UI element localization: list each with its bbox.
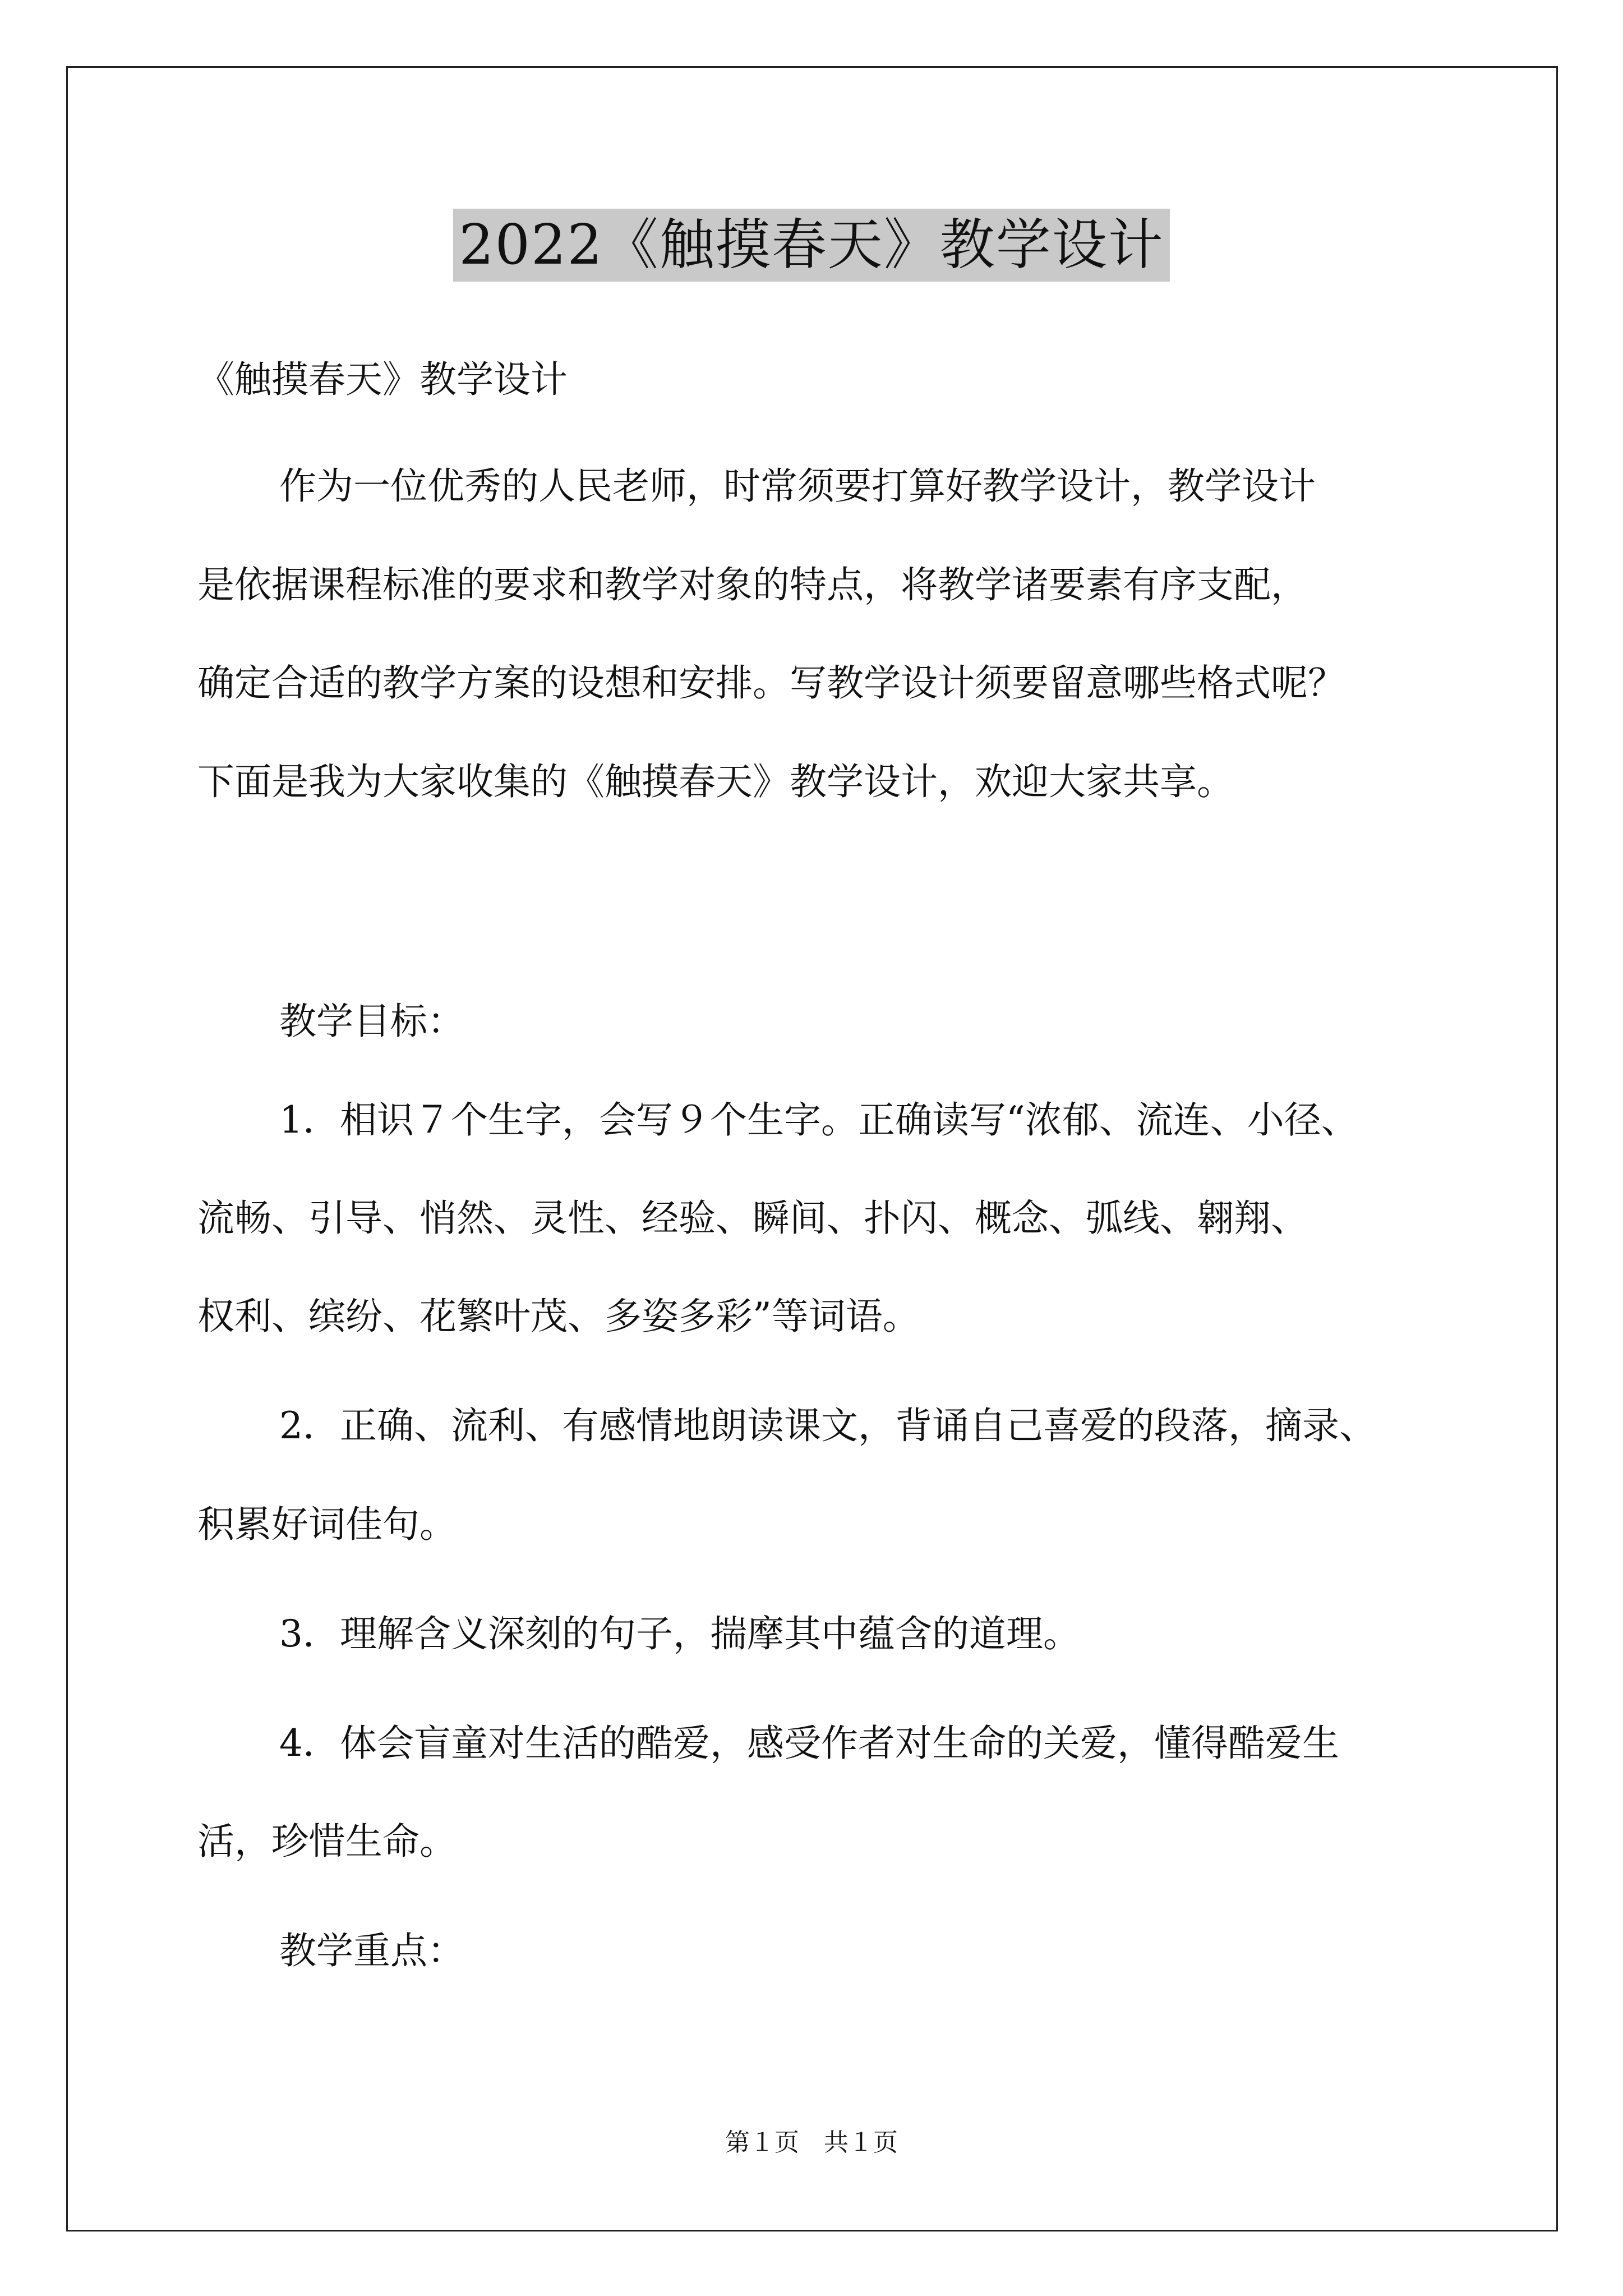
paragraph-line: 流畅、引导、悄然、灵性、经验、瞬间、扑闪、概念、弧线、翱翔、 [197, 1197, 1308, 1240]
paragraph-line: 权利、缤纷、花繁叶茂、多姿多彩”等词语。 [197, 1295, 920, 1338]
paragraph-line: 3．理解含义深刻的句子，揣摩其中蕴含的道理。 [279, 1612, 1080, 1655]
paragraph-line: 是依据课程标准的要求和教学对象的特点，将教学诸要素有序支配， [197, 563, 1308, 606]
paragraph-line: 作为一位优秀的人民老师，时常须要打算好教学设计，教学设计 [279, 464, 1316, 508]
paragraph-line: 积累好词佳句。 [197, 1503, 457, 1546]
section-heading-objectives: 教学目标： [279, 1000, 464, 1043]
paragraph-line: 2．正确、流利、有感情地朗读课文，背诵自己喜爱的段落，摘录、 [279, 1404, 1376, 1447]
title-container [0, 209, 1623, 282]
document-title: 2022《触摸春天》教学设计 [453, 209, 1169, 282]
paragraph-line: 1．相识７个生字，会写９个生字。正确读写“浓郁、流连、小径、 [279, 1098, 1358, 1142]
paragraph-line: 确定合适的教学方案的设想和安排。写教学设计须要留意哪些格式呢？ [197, 661, 1345, 705]
document-subtitle: 《触摸春天》教学设计 [197, 358, 568, 401]
page-footer: 第１页 共１页 [725, 2128, 898, 2157]
section-heading-key-points: 教学重点： [279, 1929, 464, 1972]
paragraph-line: 4．体会盲童对生活的酷爱，感受作者对生命的关爱，懂得酷爱生 [279, 1722, 1339, 1765]
paragraph-line: 下面是我为大家收集的《触摸春天》教学设计，欢迎大家共享。 [197, 760, 1234, 803]
paragraph-line: 活，珍惜生命。 [197, 1820, 457, 1863]
